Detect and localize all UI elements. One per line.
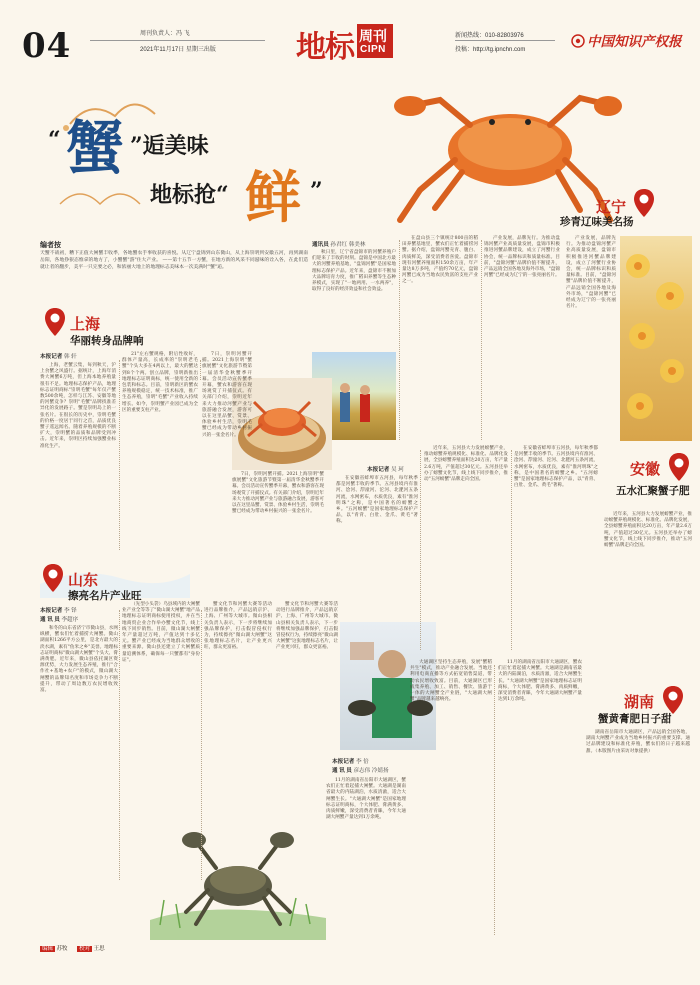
column-shanghai-1: 上海，老蟹云集，每到秋天，沪上食蟹之风盛行。据统计，上海年消费大闸蟹6万吨，但上海本地养殖量很有不足。地理标志保护产品，地理标志证明商标"崇明毛蟹"每年仅产蟹数500余吨，怎样与江苏、安徽等地的河蟹竞争？崇明"毛蟹"品牌找准差异化的发展路子。蟹是崇明岛上的一张名片。在很长的历史中，崇明毛蟹的价格一度居于同行之首，品质优良蟹子遥远闻名。随着养殖规模的不断扩大，崇明蟹的品质和品牌受到冲击。近年来，崇明区持续加强蟹业标准化生产。 [40,363,116,449]
masthead-divider-left [90,40,265,41]
footer-label-proof: 校对 [79,946,91,952]
column-anhui-2: 近年来，五河县大力发展螃蟹产业，推动螃蟹养殖规模化、标准化、品牌化发展，全县螃蟹养殖面积达20万亩，年产量2.6万吨，产值超过30亿元。五河县还举办了螃蟹文化节，线上线下同步推介，推动"五河螃蟹"品牌走向全国。 [424,446,508,483]
column-liaoning-3: 产业发展，品牌先行。为推动盘锦河蟹产业高质量发展，盘锦市积极推进河蟹品牌建设，成立了河蟹行业协会，统一品牌标识和质量标准。目前，"盘锦河蟹"品牌价值不断提升，产品远销全国各地及海外市场，"盘锦河蟹"已经成为辽宁的一张亮丽名片。 [484,236,560,279]
region-title-hunan: 湖南 [624,693,655,711]
divider [494,665,495,935]
divider [200,360,201,380]
column-hunan-2: 大通湖区坚持生态养殖，发展"蟹稻共生"模式，推动产业融合发展。当地还利用电商直播等方式拓宽销售渠道，带动农民增收致富。目前，大通湖区已形成集养殖、加工、销售、餐饮、旅游于一体的大闸蟹全产业链，"大通湖大闸蟹"品牌越来越响亮。 [410,660,492,703]
column-liaoning-4: 产业发展，品牌先行。为推动盘锦河蟹产业高质量发展，盘锦市积极推进河蟹品牌建设，成立了河蟹行业协会，统一品牌标识和质量标准。目前，"盘锦河蟹"品牌价值不断提升，产品远销全国各地及海外市场，"盘锦河蟹"已经成为辽宁的一张亮丽名片。 [566,236,616,310]
byline-hunan [332,757,369,765]
byline-name: 李 铎 [63,608,77,614]
location-pin-icon [42,563,64,585]
column-shandong-3: 蟹文化节和河蟹大赛等活动进行品牌推介，产品远销京沪、上海、广州等大城市。微山县相关负责人表示，下一步将继续加强品牌保护，打击假冒侵权行为，持续擦亮"微山湖大闸蟹"这张地理标志名片，让产业更兴旺，群众更富裕。 [204,602,272,651]
headline-line2-pre: 地标抢“ [150,182,229,208]
region-title-shandong: 山东 [68,571,99,589]
byline-name: 彦志伟 冷婧扬 [353,768,389,774]
location-pin-icon [633,188,655,210]
editor-note [40,240,308,290]
editor-note-label: 编者按 [40,240,61,249]
footer-name-editor: 苏牧 [56,946,68,952]
column-shandong-1: 和冬的山东省济宁市微山县，水网纵横，蟹农们忙着捕捞大闸蟹。微山湖面积1266平方公里，是北方最大的淡水湖，素有"鱼米之乡"美誉。地理标志证明商标"微山湖大闸蟹"个头大、膏满黄肥。近年来，微山县依托湖区资源优势，大力发展生态养殖，推行"合作社+基地+农户"的模式，微山湖大闸蟹的品牌知名度和市场竞争力不断提升，带动了周边数万农民增收致富。 [40,626,118,694]
divider [201,610,202,880]
byline-name: 吴 珂 [390,467,404,473]
headline-big-char-crab: 蟹 [66,114,125,182]
byline-label: 本报记者 [332,759,355,765]
byline-label: 通讯员 [312,242,329,248]
editor-note-text: 天蟹不战初，糟下正值大闸蟹丰收季，各地蟹农手事收获的喜悦。从辽宁盘锦到山东微山，从上海崇明到安徽五河，再到湖南岳阳，各地挣狠态惟拿的地方了，小蟹蟹"游"住大产业。 ——第十五节一方蟹，在地方新的风采不同滋味的诠入各，在此们造就让者的翻步，美平一只完要之必，和浓丽大地上的地理标志美味本一次美满时"蟹"逅。 [40,251,308,270]
location-pin-icon [44,307,66,329]
headline-line1-rest: ”逅美味 [130,133,209,159]
divider [399,240,400,440]
location-pin-icon [668,452,690,474]
crab-on-grass-illustration [150,800,326,940]
footer-credits [40,944,105,952]
page-number: 04 [22,26,72,66]
column-liaoning-2: 在盘山县三个镇统计800亩的稻田养蟹基地里，蟹农们正忙着捕捞河蟹。据介绍，盘锦河蟹壳青、腹白、肉质鲜美，深受消费者喜爱。盘锦市现有河蟹养殖面积150余万亩，年产量达8万多吨，产值约70亿元，盘锦河蟹已成为当地农民致富的支柱产业之一。 [402,236,478,285]
chrysanthemum-photo [620,236,692,441]
date-line: 2021年11月17日 星期三出版 [140,47,216,53]
masthead [0,0,700,70]
region-title-shanghai: 上海 [70,315,101,333]
headline-open-quote: “ [48,127,61,153]
column-anhui-4: 近年来，五河县大力发展螃蟹产业，推动螃蟹养殖规模化、标准化、品牌化发展，全县螃蟹养殖面积达20万亩，年产量2.6万吨，产值超过30亿元。五河县还举办了螃蟹文化节，线上线下同步推介，推动"五河螃蟹"品牌走向全国。 [604,512,692,549]
column-hunan-4: 湖南省岳阳市大通湖区，产品远销全国各地，湖南大闸蟹产业成为当地乡村振兴的重要支撑。通过品牌建设和标准化养殖，蟹农们的日子越来越甜。（本版图片由采访对象提供） [586,730,690,754]
byline-label: 本报记者 [40,608,63,614]
divider [119,610,120,880]
byline-name: 韩 轩 [63,354,77,360]
weekly-box [357,24,393,58]
editor-line: 周刊负责人：冯 飞 [140,31,190,37]
byline-shanghai [40,352,77,360]
region-subtitle-shandong: 擦亮名片产业旺 [68,590,142,602]
contribute-line: 投稿：http://tg.ipnchn.com [455,47,526,53]
masthead-divider-right [455,40,555,41]
byline-name: 孙君红 韩美林 [330,242,366,248]
phone-line: 新闻热线：010-82803976 [455,33,524,39]
column-shandong-2: （先型小头袋）乌县域内的大闸蟹业产业全等等了"微山湖大闸蟹"地产品地理标志证明商标使用授权，并在当地商贸企业合作举办蟹文化节，线上线下同步销售。目前，微山湖大闸蟹年产量超过万吨，产值达到十多亿元。蟹产业已经成为当地群众增收的重要来源。微山县还建立了大闸蟹质量追溯体系，确保每一只蟹都有"身份证"。 [122,602,200,663]
byline-label: 通 讯 员 [332,768,352,774]
byline-shandong [40,606,77,614]
byline-name: 李超序 [61,617,79,623]
paper-name: 中国知识产权报 [587,34,682,50]
region-subtitle-shanghai: 华丽转身品牌响 [70,335,144,347]
column-anhui-3: 在安徽省蚌埠市五河县，每年秋季都是河蟹丰收的季节。五河县境内有淮河、浍河、漴潼河、沱河、北淝河五条河流，水网密布，水质优良，素有"淮河明珠"之称，是中国著名的螃蟹之乡。"五河螃蟹"是国家地理标志保护产品，以"青背、白肚、金爪、黄毛"著称。 [514,446,598,489]
region-subtitle-hunan: 蟹黄膏肥日子甜 [598,713,672,725]
column-shanghai-3: 7日，崇明河蟹开捕。2021上海崇明"蟹旗展蟹"文化旅游节暨第一届清华金秋蟹季开幕。会员活动宣传蟹季开幕，蟹农和游客在现场观赏了开捕仪式。有关部门介绍，崇明近年来大力推动河蟹产业与旅游融合发展，游客可以在这里品蟹、赏景、体验乡村生活，崇明毛蟹已经成为带动乡村振兴的一张金名片。 [202,352,252,438]
headline-close-quote: ” [310,178,323,204]
region-subtitle-anhui: 五水汇聚蟹子肥 [616,485,690,497]
byline-label: 通 讯 员 [40,617,60,623]
byline-label: 本报记者 [40,354,63,360]
footer-label-editor: 编辑 [42,946,54,952]
divider [511,450,512,650]
headline-line2 [150,165,390,242]
divider [481,240,482,440]
byline-shandong-2 [40,615,78,623]
region-subtitle-liaoning: 珍青辽味美名扬 [560,216,634,228]
byline-liaoning [312,240,365,248]
column-anhui-1: 在安徽省蚌埠市五河县，每年秋季都是河蟹丰收的季节。五河县境内有淮河、浍河、漴潼河、沱河、北淝河五条河流，水网密布，水质优良，素有"淮河明珠"之称，是中国著名的螃蟹之乡。"五河螃蟹"是国家地理标志保护产品，以"青背、白肚、金爪、黄毛"著称。 [336,476,418,525]
section-name: 地标 [296,30,354,65]
crab-illustration [380,80,620,230]
weekly-label: 周刊 [359,29,387,45]
byline-label: 本报记者 [367,467,390,473]
column-liaoning-1: 秋日里，辽宁省盘锦市的河蟹养殖户们迎来了丰收的时刻。盘锦是中国北方最大的河蟹养殖基地，"盘锦河蟹"是国家地理标志保护产品。近年来，盘锦市不断加大品牌培育力度，推广稻田养蟹等生态种养模式，实现了"一地两用、一水两养"，取得了良好的经济效益和社会效益。 [312,250,396,293]
footer-name-proof: 王思 [93,946,105,952]
headline-big-char-fresh: 鲜 [245,165,301,231]
region-title-liaoning: 辽宁 [596,198,627,216]
byline-anhui [367,465,404,473]
location-pin-icon [662,685,684,707]
divider [119,360,120,550]
divider [420,450,421,650]
paper-logo-icon [571,33,585,47]
brand-label: CIPN [360,44,386,55]
byline-hunan-2 [332,766,389,774]
column-shanghai-4: 7日，崇明河蟹开捕。2021上海崇明"蟹旗展蟹"文化旅游节暨第一届清华金秋蟹季开幕。会员活动宣传蟹季开幕，蟹农和游客在现场观赏了开捕仪式。有关部门介绍，崇明近年来大力推动河蟹产业与旅游融合发展，游客可以在这里品蟹、赏景、体验乡村生活，崇明毛蟹已经成为带动乡村振兴的一张金名片。 [232,472,324,515]
region-title-anhui: 安徽 [630,460,661,478]
column-hunan-1: 11月的湖南省岳阳市大通湖区，蟹农们正忙着起捕大闸蟹。大通湖是湖南省最大的内陆湖泊，水质清澈，适合大闸蟹生长。"大通湖大闸蟹"是国家地理标志证明商标，个大体肥、膏满黄多、肉质鲜嫩，深受消费者青睐，今年大通湖大闸蟹产量达到1万余吨。 [326,778,406,821]
column-shanghai-2: 21"左右蟹规格，附后性收好，群体产量高，长成率的"崇明老毛蟹"个头大多在4两以上，最大的蟹达到8个个两。创立品牌，崇明新推出地理标志证明商标，统一使用全新的包装和标志。目前，崇明新区的蟹农养殖规模稳定，统一技术标准，推广生态养殖，崇明"毛蟹"产业收入持续增长。如今，崇明蟹产业园已成为全区的重要支柱产业。 [122,352,198,413]
column-hunan-3: 11月的湖南省岳阳市大通湖区，蟹农们正忙着起捕大闸蟹。大通湖是湖南省最大的内陆湖泊，水质清澈，适合大闸蟹生长。"大通湖大闸蟹"是国家地理标志证明商标，个大体肥、膏满黄多、肉质鲜嫩，深受消费者青睐，今年大通湖大闸蟹产量达到1万余吨。 [498,660,582,703]
column-shandong-4: 蟹文化节和河蟹大赛等活动进行品牌推介，产品远销京沪、上海、广州等大城市。微山县相关负责人表示，下一步将继续加强品牌保护，打击假冒侵权行为，持续擦亮"微山湖大闸蟹"这张地理标志名片，让产业更兴旺，群众更富裕。 [276,602,338,651]
byline-name: 李 倍 [355,759,369,765]
